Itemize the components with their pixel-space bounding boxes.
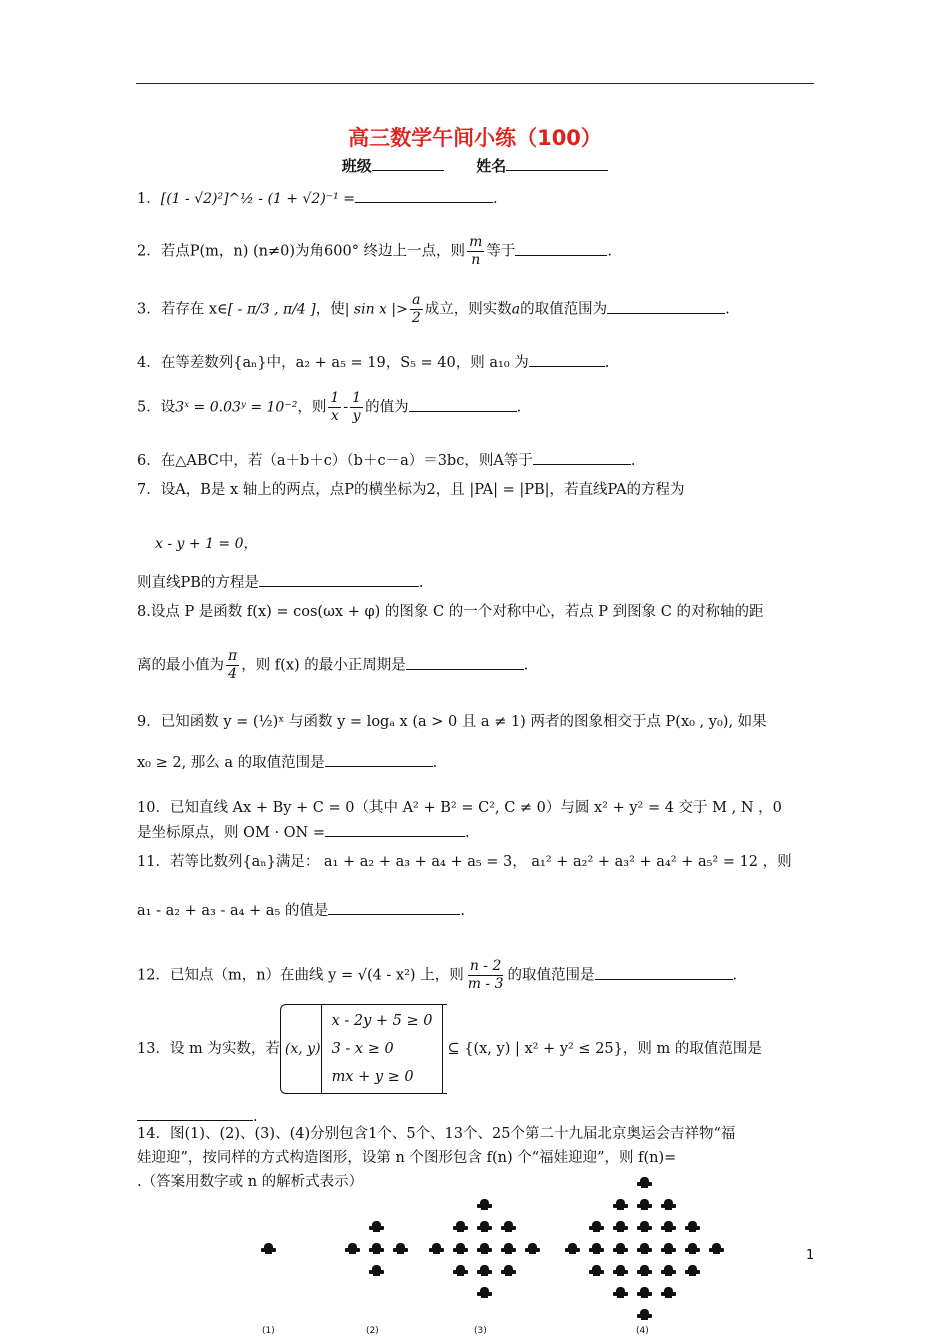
- fuwa-mascot-icon: [685, 1221, 700, 1232]
- fuwa-mascot-icon: [613, 1243, 628, 1254]
- question-9: 9．已知函数 y = (½)ˣ 与函数 y = logₐ x (a > 0 且 a ≠ 1) 两者的图象相交于点 P(x₀ , y₀), 如果 x₀ ≥ 2, 那么 a 的取值范围是 .: [137, 714, 767, 771]
- fuwa-mascot-icon: [661, 1287, 676, 1298]
- fuwa-mascot-icon: [685, 1243, 700, 1254]
- caption-4: (4): [636, 1326, 649, 1336]
- q3-interval: [ - π/3 , π/4 ]: [227, 301, 316, 318]
- fuwa-mascot-icon: [369, 1221, 384, 1232]
- fuwa-mascot-icon: [453, 1243, 468, 1254]
- fuwa-mascot-icon: [501, 1221, 516, 1232]
- q11-answer-blank[interactable]: [328, 900, 460, 915]
- fuwa-mascot-icon: [685, 1265, 700, 1276]
- fuwa-mascot-icon: [661, 1243, 676, 1254]
- caption-1: (1): [262, 1326, 275, 1336]
- fuwa-mascot-icon: [661, 1199, 676, 1210]
- q10-answer-blank[interactable]: [325, 822, 465, 837]
- q5-answer-blank[interactable]: [409, 397, 517, 412]
- question-8: 8.设点 P 是函数 f(x) = cos(ωx + φ) 的图象 C 的一个对称中心，若点 P 到图象 C 的对称轴的距 离的最小值为 $\frac{\pi}{4}$ ，则 f(x) 的最小正周期是 .: [137, 604, 764, 682]
- fuwa-mascot-icon: [637, 1221, 652, 1232]
- q9-answer-blank[interactable]: [325, 752, 433, 767]
- question-6: 6．在△ABC中，若（a＋b＋c）（b＋c－a）＝3bc，则A等于 .: [137, 450, 635, 471]
- question-5: 5．设3ˣ = 0.03ʸ = 10⁻²，则 $\frac{1}{x}$ - $\frac{1}{y}$ 的值为 .: [137, 390, 522, 424]
- name-blank[interactable]: [506, 156, 608, 171]
- fuwa-mascot-icon: [429, 1243, 444, 1254]
- q1-expression: [(1 - √2)²]^½ - (1 + √2)⁻¹ =: [160, 191, 355, 207]
- fuwa-mascot-icon: [345, 1243, 360, 1254]
- question-11: 11．若等比数列{aₙ}满足： a₁ + a₂ + a₃ + a₄ + a₅ = 3， a₁² + a₂² + a₃² + a₄² + a₅² = 12 ，则 a₁ - a₂ + a₃ - a₄ + a₅ 的值是 .: [137, 854, 792, 919]
- student-info: [0, 155, 950, 176]
- fuwa-mascot-icon: [637, 1287, 652, 1298]
- caption-3: (3): [474, 1326, 487, 1336]
- question-7: 7．设A，B是 x 轴上的两点，点P的横坐标为2，且 |PA| = |PB|，若直线PA的方程为 x - y + 1 = 0， 则直线PB的方程是 .: [137, 482, 685, 591]
- question-1: 1．[(1 - √2)²]^½ - (1 + √2)⁻¹ = .: [137, 188, 498, 209]
- fuwa-mascot-icon: [453, 1265, 468, 1276]
- top-rule: [136, 83, 814, 84]
- q6-answer-blank[interactable]: [533, 450, 631, 465]
- q13-set-builder: (x, y) x - 2y + 5 ≥ 0 3 - x ≥ 0 mx + y ≥ 0: [280, 1004, 448, 1094]
- q7-answer-blank[interactable]: [259, 572, 419, 587]
- question-10: 10．已知直线 Ax + By + C = 0（其中 A² + B² = C², C ≠ 0）与圆 x² + y² = 4 交于 M , N ，0 是坐标原点，则 OM · ON = .: [137, 800, 782, 841]
- q3-answer-blank[interactable]: [607, 299, 725, 314]
- fuwa-mascot-icon: [661, 1265, 676, 1276]
- fuwa-figures: [0, 1190, 950, 1344]
- fuwa-mascot-icon: [501, 1243, 516, 1254]
- fuwa-mascot-icon: [477, 1243, 492, 1254]
- question-4: 4．在等差数列{aₙ}中，a₂ + a₅ = 19，S₅ = 40，则 a₁₀ 为 .: [137, 352, 609, 373]
- fuwa-mascot-icon: [453, 1221, 468, 1232]
- question-13: 13．设 m 为实数，若 (x, y) x - 2y + 5 ≥ 0 3 - x ≥ 0 mx + y ≥ 0 ⊆ {(x, y) | x² + y² ≤ 25}，则 m 的取值范围是 .: [137, 1004, 762, 1127]
- q2-fraction: $\frac{m}{n}$: [469, 234, 483, 268]
- page-title: 高三数学午间小练（100）: [348, 126, 602, 150]
- fuwa-mascot-icon: [477, 1265, 492, 1276]
- fuwa-mascot-icon: [477, 1287, 492, 1298]
- fuwa-mascot-icon: [565, 1243, 580, 1254]
- fuwa-mascot-icon: [661, 1221, 676, 1232]
- q8-answer-blank[interactable]: [406, 655, 524, 670]
- fuwa-mascot-icon: [637, 1265, 652, 1276]
- caption-2: (2): [366, 1326, 379, 1336]
- q2-answer-blank[interactable]: [515, 241, 607, 256]
- fuwa-mascot-icon: [369, 1243, 384, 1254]
- fuwa-mascot-icon: [525, 1243, 540, 1254]
- fuwa-mascot-icon: [589, 1243, 604, 1254]
- q4-answer-blank[interactable]: [529, 352, 605, 367]
- fuwa-mascot-icon: [477, 1199, 492, 1210]
- fuwa-mascot-icon: [637, 1243, 652, 1254]
- question-3: 3．若存在 x∈[ - π/3 , π/4 ]，使| sin x |> $\frac{a}{2}$ 成立，则实数a的取值范围为 .: [137, 292, 730, 326]
- fuwa-mascot-icon: [637, 1309, 652, 1320]
- q12-answer-blank[interactable]: [595, 965, 733, 980]
- q13-answer-blank[interactable]: [137, 1106, 253, 1121]
- name-label: 姓名: [476, 157, 507, 175]
- fuwa-mascot-icon: [637, 1177, 652, 1188]
- fuwa-mascot-icon: [613, 1265, 628, 1276]
- question-2: 2．若点P(m，n) (n≠0)为角600° 终边上一点，则 $\frac{m}{n}$ 等于 .: [137, 234, 612, 268]
- fuwa-mascot-icon: [613, 1199, 628, 1210]
- q1-answer-blank[interactable]: [355, 188, 493, 203]
- page-number: 1: [806, 1248, 815, 1263]
- class-blank[interactable]: [372, 156, 444, 171]
- q13-inequality-system: x - 2y + 5 ≥ 0 3 - x ≥ 0 mx + y ≥ 0: [321, 1005, 444, 1093]
- fuwa-mascot-icon: [477, 1221, 492, 1232]
- fuwa-mascot-icon: [589, 1265, 604, 1276]
- class-label: 班级: [341, 157, 372, 175]
- fuwa-mascot-icon: [589, 1221, 604, 1232]
- fuwa-mascot-icon: [393, 1243, 408, 1254]
- question-14: 14．图(1)、(2)、(3)、(4)分别包含1个、5个、13个、25个第二十九届北京奥运会吉祥物“福 娃迎迎”，按同样的方式构造图形，设第 n 个图形包含 f(n) 个“福娃迎迎”，则 f(n)= .（答案用数字或 n 的解析式表示）: [137, 1126, 736, 1190]
- fuwa-mascot-icon: [709, 1243, 724, 1254]
- fuwa-mascot-icon: [637, 1199, 652, 1210]
- question-12: 12．已知点（m，n）在曲线 y = √(4 - x²) 上，则 $\frac{n - 2}{m - 3}$ 的取值范围是 .: [137, 958, 738, 992]
- fuwa-mascot-icon: [261, 1243, 276, 1254]
- fuwa-mascot-icon: [369, 1265, 384, 1276]
- fuwa-mascot-icon: [613, 1221, 628, 1232]
- fuwa-mascot-icon: [501, 1265, 516, 1276]
- fuwa-mascot-icon: [613, 1287, 628, 1298]
